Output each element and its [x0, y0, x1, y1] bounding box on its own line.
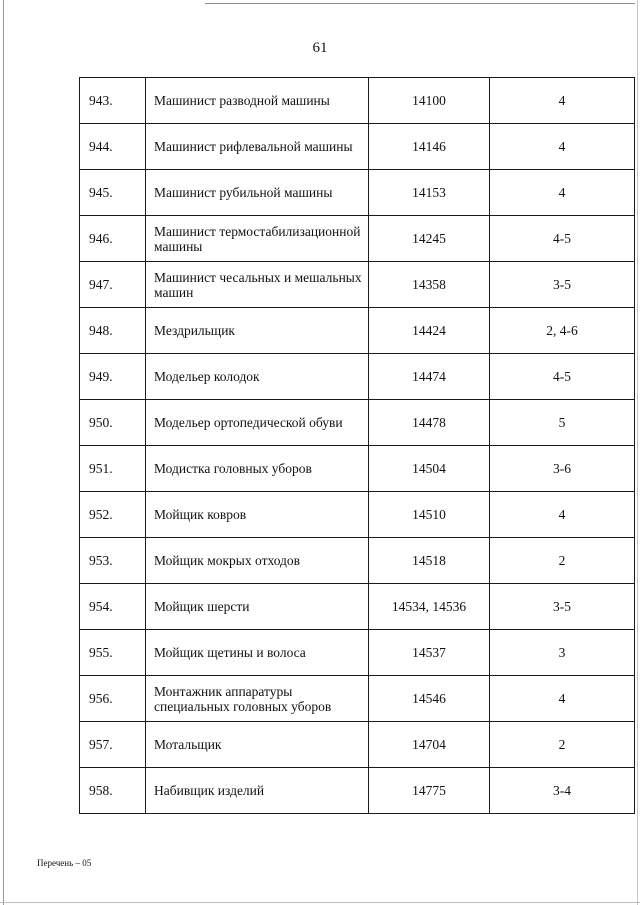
profession-code: 14100 [369, 78, 490, 124]
profession-name: Машинист разводной машины [146, 78, 369, 124]
profession-name: Мотальщик [146, 722, 369, 768]
profession-name: Мойщик ковров [146, 492, 369, 538]
grade-range: 4-5 [490, 354, 635, 400]
row-number: 950. [80, 400, 146, 446]
grade-range: 5 [490, 400, 635, 446]
grade-range: 4 [490, 676, 635, 722]
profession-name: Машинист рифлевальной машины [146, 124, 369, 170]
profession-name: Мойщик шерсти [146, 584, 369, 630]
grade-range: 3-5 [490, 262, 635, 308]
profession-code: 14537 [369, 630, 490, 676]
profession-name: Монтажник аппаратуры специальных головных уборов [146, 676, 369, 722]
row-number: 953. [80, 538, 146, 584]
profession-code: 14153 [369, 170, 490, 216]
grade-range: 2, 4-6 [490, 308, 635, 354]
table-row [80, 722, 635, 768]
row-number: 949. [80, 354, 146, 400]
table-row [80, 78, 635, 124]
profession-code: 14478 [369, 400, 490, 446]
table-row [80, 400, 635, 446]
grade-range: 3-4 [490, 768, 635, 814]
row-number: 946. [80, 216, 146, 262]
profession-name: Мойщик щетины и волоса [146, 630, 369, 676]
table-row [80, 170, 635, 216]
profession-name: Мойщик мокрых отходов [146, 538, 369, 584]
table-row [80, 676, 635, 722]
profession-name: Модельер ортопедической обуви [146, 400, 369, 446]
grade-range: 3-5 [490, 584, 635, 630]
scan-edge-right [637, 0, 638, 905]
row-number: 951. [80, 446, 146, 492]
document-footer: Перечень – 05 [37, 858, 92, 868]
profession-name: Набивщик изделий [146, 768, 369, 814]
table-row [80, 354, 635, 400]
scan-edge-bottom [0, 902, 640, 903]
profession-code: 14510 [369, 492, 490, 538]
profession-code: 14534, 14536 [369, 584, 490, 630]
profession-code: 14358 [369, 262, 490, 308]
profession-code: 14546 [369, 676, 490, 722]
scan-edge-left [3, 0, 4, 905]
table-row [80, 124, 635, 170]
row-number: 947. [80, 262, 146, 308]
professions-table [79, 77, 635, 814]
profession-code: 14146 [369, 124, 490, 170]
table-row [80, 262, 635, 308]
row-number: 952. [80, 492, 146, 538]
grade-range: 4 [490, 492, 635, 538]
table-row [80, 446, 635, 492]
grade-range: 4 [490, 170, 635, 216]
profession-name: Машинист термостабилизационной машины [146, 216, 369, 262]
table-row [80, 768, 635, 814]
professions-table-body [80, 78, 635, 814]
grade-range: 4 [490, 78, 635, 124]
grade-range: 2 [490, 722, 635, 768]
profession-name: Модельер колодок [146, 354, 369, 400]
table-row [80, 308, 635, 354]
profession-name: Мездрильщик [146, 308, 369, 354]
table-row [80, 538, 635, 584]
profession-code: 14504 [369, 446, 490, 492]
row-number: 945. [80, 170, 146, 216]
profession-name: Машинист чесальных и мешальных машин [146, 262, 369, 308]
table-row [80, 216, 635, 262]
row-number: 955. [80, 630, 146, 676]
grade-range: 3 [490, 630, 635, 676]
scan-edge-top [205, 3, 635, 4]
profession-code: 14424 [369, 308, 490, 354]
profession-name: Модистка головных уборов [146, 446, 369, 492]
grade-range: 4 [490, 124, 635, 170]
profession-name: Машинист рубильной машины [146, 170, 369, 216]
row-number: 943. [80, 78, 146, 124]
row-number: 956. [80, 676, 146, 722]
row-number: 948. [80, 308, 146, 354]
profession-code: 14775 [369, 768, 490, 814]
grade-range: 2 [490, 538, 635, 584]
row-number: 957. [80, 722, 146, 768]
row-number: 958. [80, 768, 146, 814]
table-row [80, 630, 635, 676]
grade-range: 4-5 [490, 216, 635, 262]
table-row [80, 584, 635, 630]
grade-range: 3-6 [490, 446, 635, 492]
profession-code: 14245 [369, 216, 490, 262]
page-number: 61 [312, 40, 328, 56]
profession-code: 14518 [369, 538, 490, 584]
row-number: 944. [80, 124, 146, 170]
row-number: 954. [80, 584, 146, 630]
profession-code: 14704 [369, 722, 490, 768]
table-row [80, 492, 635, 538]
profession-code: 14474 [369, 354, 490, 400]
